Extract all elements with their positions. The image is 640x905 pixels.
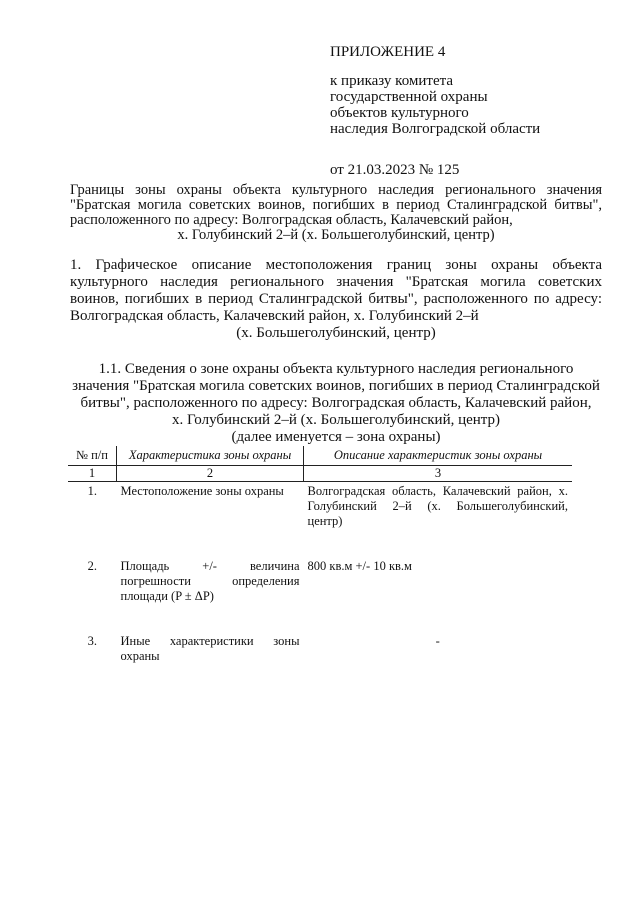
table-row xyxy=(68,557,572,632)
header-description: Описание характеристик зоны охраны xyxy=(304,446,573,466)
column-number: 3 xyxy=(304,466,573,482)
appendix-line: объектов культурного xyxy=(330,105,469,121)
row-number: 3. xyxy=(87,634,97,648)
row-description: - xyxy=(435,634,440,648)
row-characteristic: Местоположение зоны охраны xyxy=(120,484,284,498)
header-number: № п/п xyxy=(68,446,117,466)
column-number-row xyxy=(68,466,572,482)
appendix-line: государственной охраны xyxy=(330,89,488,105)
section-1-1-line: (далее именуется – зона охраны) xyxy=(231,429,441,445)
row-characteristic: Иные характеристики зоны охраны xyxy=(120,634,300,663)
appendix-line: наследия Волгоградской области xyxy=(330,121,541,137)
appendix-title: ПРИЛОЖЕНИЕ 4 xyxy=(330,44,446,60)
appendix-block xyxy=(330,44,540,178)
column-number: 2 xyxy=(117,466,304,482)
row-description: Волгоградская область, Калачевский район, х. Голубинский 2–й (х. Большеголубинский, центр) xyxy=(307,484,568,528)
row-number: 2. xyxy=(87,559,97,573)
document-title-text: Границы зоны охраны объекта культурного наследия регионального значения "Братская могила советских воинов, погибших в период Сталинградской битвы", расположенного по адресу: Волгоградская область, Калачевский район, xyxy=(70,182,602,228)
section-1-last-line: (х. Большеголубинский, центр) xyxy=(236,325,436,341)
appendix-date: от 21.03.2023 № 125 xyxy=(330,162,460,178)
section-1-1-line: х. Голубинский 2–й (х. Большеголубинский, центр) xyxy=(171,412,501,428)
document-title-last-line: х. Голубинский 2–й (х. Большеголубинский, центр) xyxy=(177,227,495,243)
section-1-heading xyxy=(70,257,602,342)
table-row xyxy=(68,632,572,692)
header-characteristic: Характеристика зоны охраны xyxy=(117,446,304,466)
section-1-1-heading xyxy=(70,361,602,446)
table-header-row xyxy=(68,446,572,466)
section-1-1-line: значения "Братская могила советских воинов, погибших в период Сталинградской xyxy=(72,378,600,394)
zone-table xyxy=(68,446,572,692)
section-1-1-line: 1.1. Сведения о зоне охраны объекта культурного наследия регионального xyxy=(98,361,574,377)
document-title xyxy=(70,183,602,243)
section-1-text: 1. Графическое описание местоположения границ зоны охраны объекта культурного наследия регионального значения "Братская могила советских воинов, погибших в период Сталинградской битвы", расположенного по адресу: Волгоградская область, Калачевский район, х. Голубинский 2–й xyxy=(70,257,602,324)
row-description: 800 кв.м +/- 10 кв.м xyxy=(307,559,412,573)
column-number: 1 xyxy=(68,466,117,482)
table-row xyxy=(68,482,572,558)
row-number: 1. xyxy=(87,484,97,498)
section-1-1-line: битвы", расположенного по адресу: Волгоградская область, Калачевский район, xyxy=(80,395,592,411)
row-characteristic: Площадь +/- величина погрешности определения площади (P ± ΔP) xyxy=(120,559,300,603)
appendix-line: к приказу комитета xyxy=(330,73,454,89)
